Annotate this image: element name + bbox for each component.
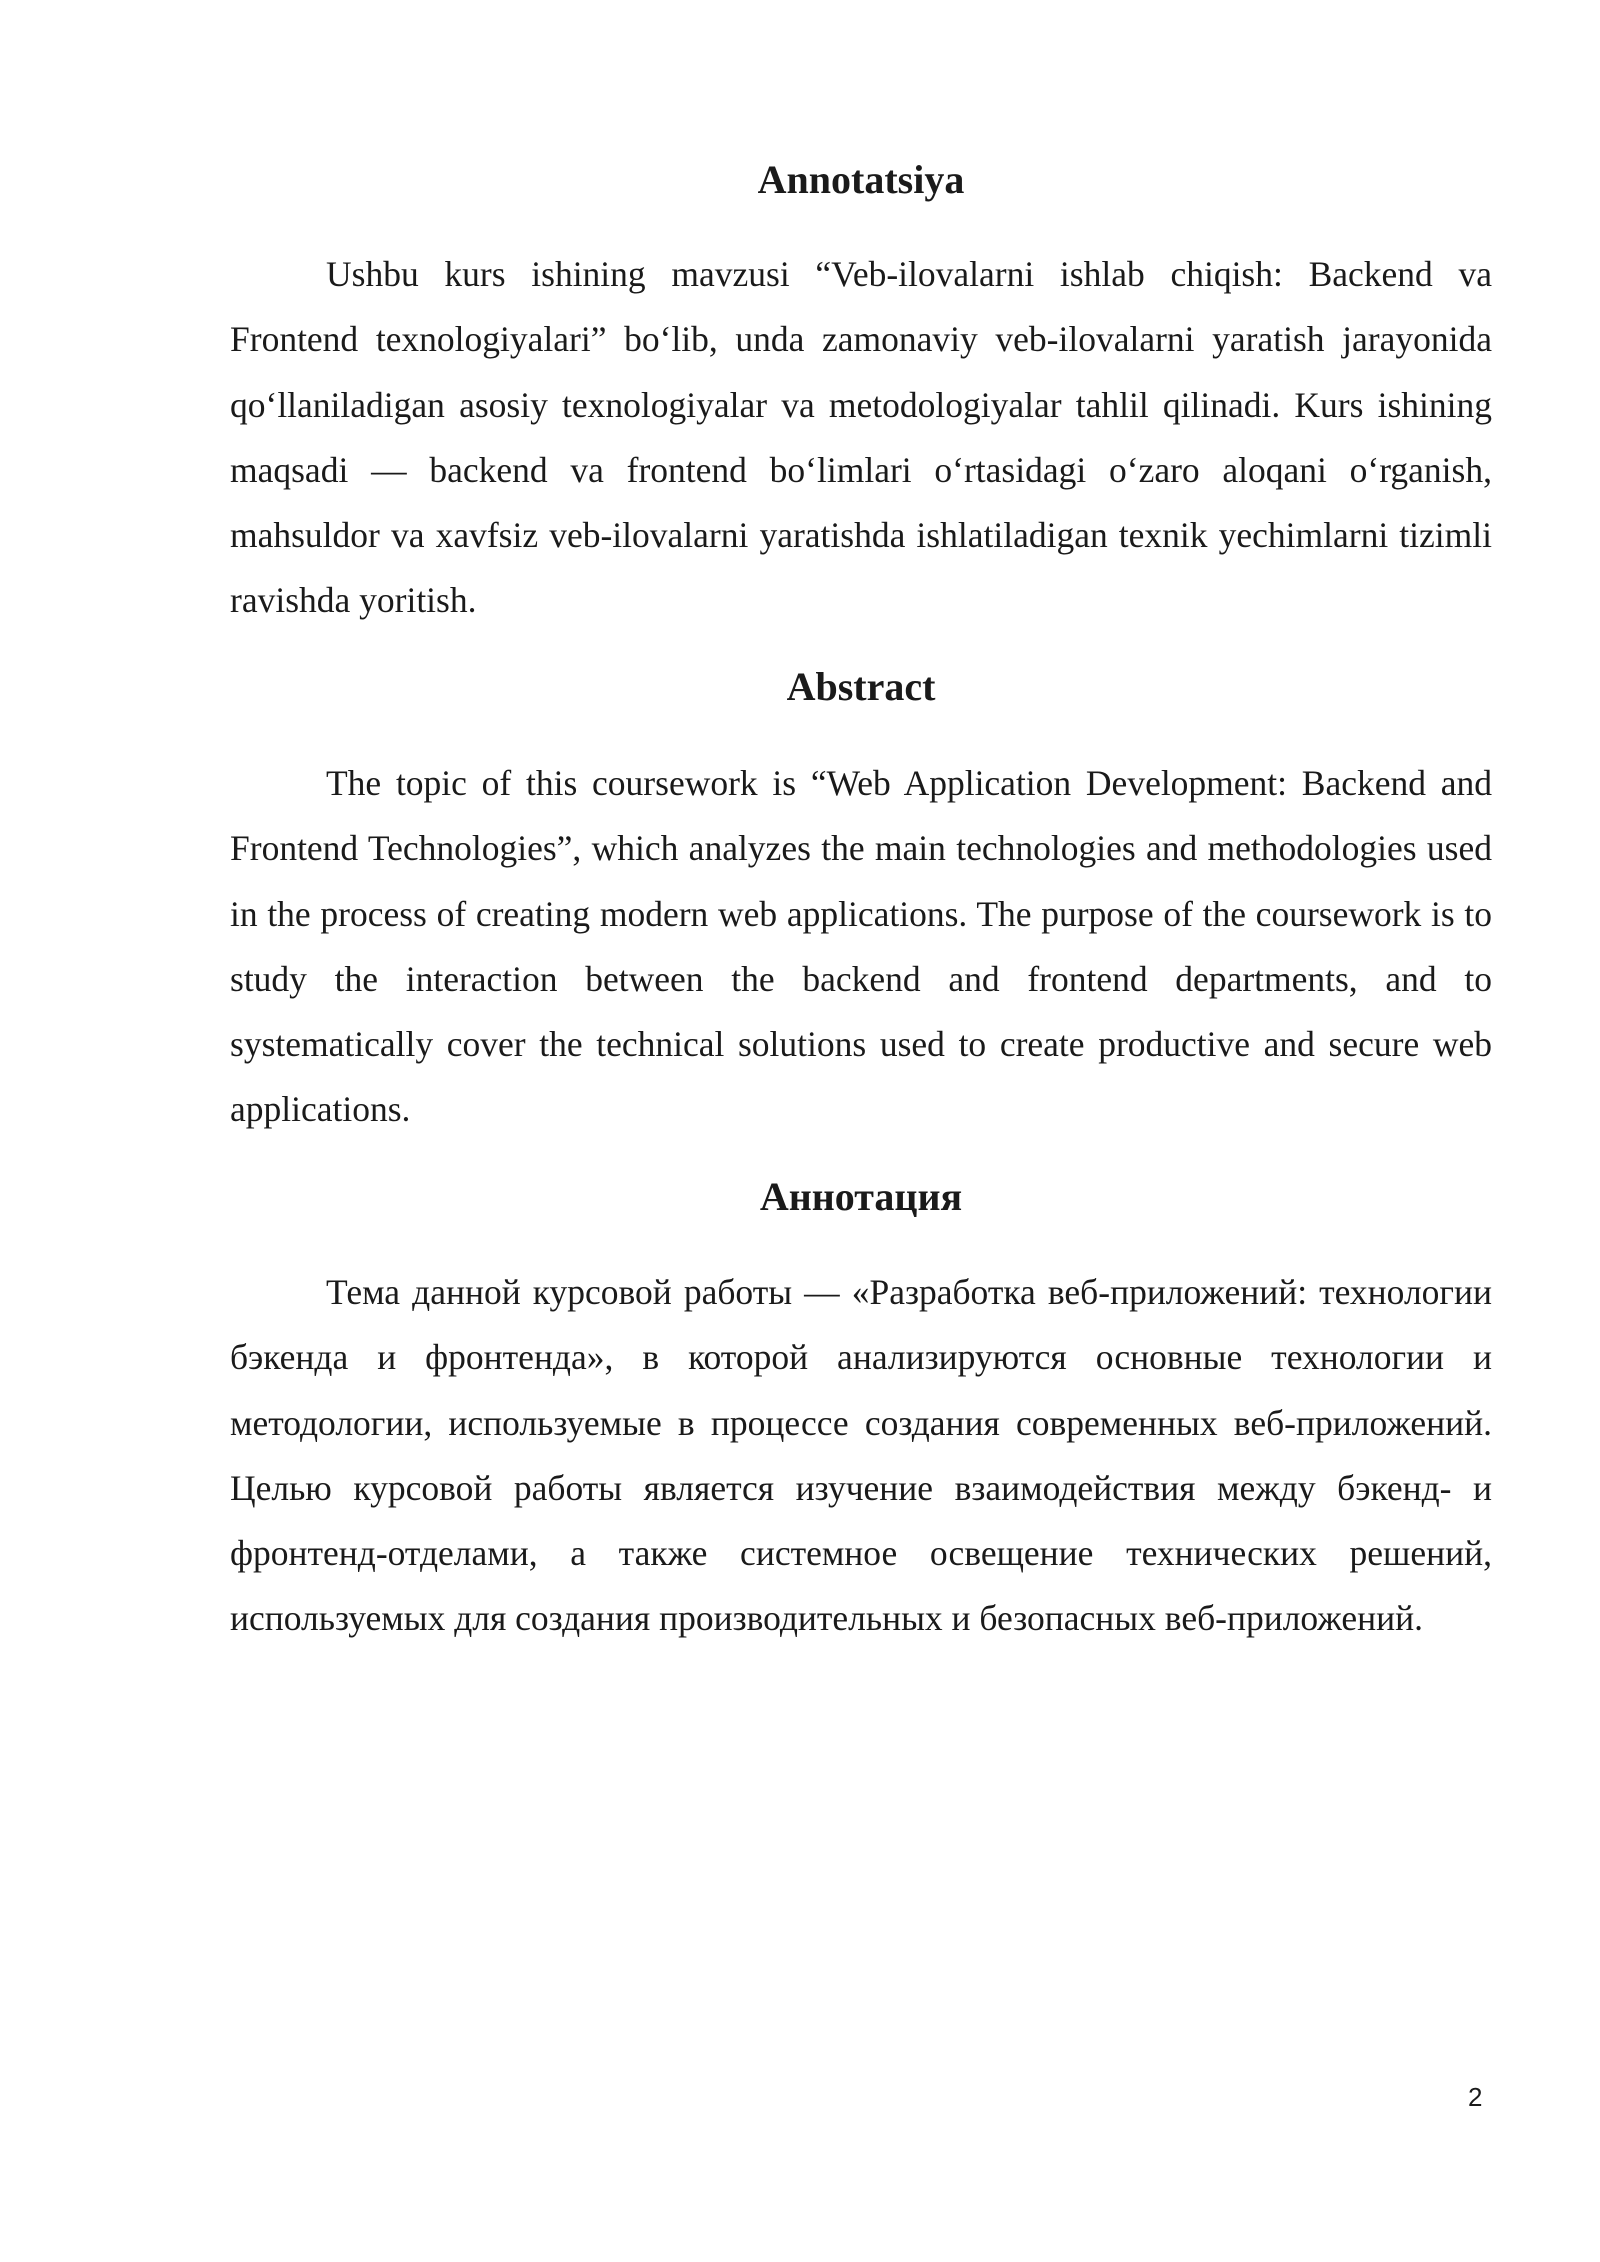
paragraph-abstract: The topic of this coursework is “Web Application Development: Backend and Frontend Technologies”, which analyzes the main technologies and methodologies used in the process of creating modern web applications. The purpose of the coursework is to study the interaction between the backend and frontend departments, and to systematically cover the technical solutions used to create productive and secure web applications. (230, 763, 1492, 1130)
heading-annotatsiya: Annotatsiya (757, 157, 965, 202)
document-page (230, 0, 1492, 2262)
page-number: 2 (1468, 2082, 1483, 2112)
paragraph-annotatsiya-ru: Тема данной курсовой работы — «Разработка веб-приложений: технологии бэкенда и фронтенда», в которой анализируются основные технологии и методологии, используемые в процессе создания современных веб-приложений. Целью курсовой работы является изучение взаимодействия между бэкенд- и фронтенд-отделами, а также системное освещение технических решений, используемых для создания производительных и безопасных веб-приложений. (230, 1272, 1492, 1639)
paragraph-annotatsiya: Ushbu kurs ishining mavzusi “Veb-ilovalarni ishlab chiqish: Backend va Frontend texnologiyalari” bo‘lib, unda zamonaviy veb-ilovalarni yaratish jarayonida qo‘llaniladigan asosiy texnologiyalar va metodologiyalar tahlil qilinadi. Kurs ishining maqsadi — backend va frontend bo‘limlari o‘rtasidagi o‘zaro aloqani o‘rganish, mahsuldor va xavfsiz veb-ilovalarni yaratishda ishlatiladigan texnik yechimlarni tizimli ravishda yoritish. (230, 254, 1492, 621)
heading-abstract: Abstract (786, 664, 936, 709)
heading-annotatsiya-ru: Аннотация (759, 1174, 963, 1219)
